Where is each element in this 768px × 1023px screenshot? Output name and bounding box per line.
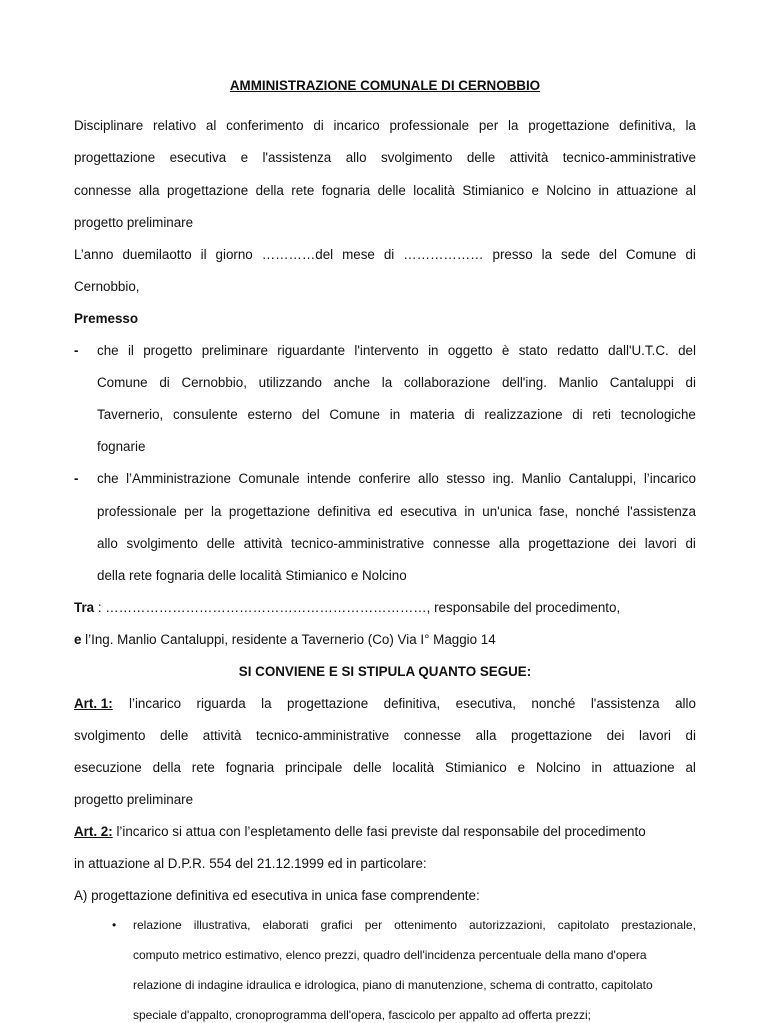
dash-marker: -	[74, 343, 79, 358]
premesso-item-line: della rete fognaria delle località Stimianico e Nolcino	[97, 568, 407, 583]
art1-label: Art. 1:	[74, 696, 113, 711]
point-a: A) progettazione definitiva ed esecutiva in unica fase comprendente:	[74, 888, 480, 903]
intro-line: progettazione esecutiva e l'assistenza allo svolgimento delle attività tecnico-amministrative	[74, 150, 696, 165]
dash-marker: -	[74, 471, 79, 486]
art2-line: in attuazione al D.P.R. 554 del 21.12.1999 ed in particolare:	[74, 856, 427, 871]
art1-line: esecuzione della rete fognaria principale delle località Stimianico e Nolcino in attuazione al	[74, 760, 696, 775]
premesso-item-line: che il progetto preliminare riguardante l'intervento in oggetto è stato redatto dall'U.T.C. del	[97, 343, 696, 358]
document-title: AMMINISTRAZIONE COMUNALE DI CERNOBBIO	[229, 78, 541, 93]
intro-line: connesse alla progettazione della rete fognaria delle località Stimianico e Nolcino in attuazione al	[74, 183, 696, 198]
art1-line: svolgimento delle attività tecnico-amministrative connesse alla progettazione dei lavori di	[74, 728, 696, 743]
art1-line: progetto preliminare	[74, 792, 194, 807]
premesso-item-line: che l’Amministrazione Comunale intende conferire allo stesso ing. Manlio Cantaluppi, l’incarico	[97, 471, 696, 486]
premesso-item-line: Tavernerio, consulente esterno del Comune in materia di realizzazione di reti tecnologiche	[97, 407, 696, 422]
art2-label: Art. 2:	[74, 824, 113, 839]
bullet-line: speciale d'appalto, cronoprogramma dell'opera, fascicolo per appalto ad offerta prezzi;	[133, 1008, 591, 1022]
bullet-marker: •	[112, 918, 117, 932]
e-line	[74, 632, 496, 648]
bullet-line: computo metrico estimativo, elenco prezzi, quadro dell'incidenza percentuale della mano d'opera	[133, 948, 647, 962]
premesso-item-line: Comune di Cernobbio, utilizzando anche la collaborazione dell'ing. Manlio Cantaluppi di	[97, 375, 696, 390]
date-line: Cernobbio,	[74, 279, 140, 294]
tra-text: : ………………………………………………………………, responsabile del procedimento,	[94, 600, 621, 615]
premesso-item-line: professionale per la progettazione definitiva ed esecutiva in un'unica fase, nonché l'assistenza	[97, 504, 696, 519]
date-line: L’anno duemilaotto il giorno …………del mese di ……………… presso la sede del Comune di	[74, 247, 696, 262]
e-text: l’Ing. Manlio Cantaluppi, residente a Tavernerio (Co) Via I° Maggio 14	[81, 632, 496, 647]
intro-line: progetto preliminare	[74, 215, 194, 230]
intro-line: Disciplinare relativo al conferimento di incarico professionale per la progettazione definitiva, la	[74, 118, 696, 133]
art2-line: Art. 2: l’incarico si attua con l’espletamento delle fasi previste dal responsabile del procedimento	[74, 824, 646, 839]
tra-label: Tra	[74, 600, 95, 615]
art1-line: l’incarico riguarda la progettazione definitiva, esecutiva, nonché l'assistenza allo	[129, 696, 696, 711]
e-label: e	[74, 632, 82, 647]
section-heading: SI CONVIENE E SI STIPULA QUANTO SEGUE:	[238, 664, 532, 679]
premesso-item-line: allo svolgimento delle attività tecnico-amministrative connesse alla progettazione dei lavori di	[97, 536, 696, 551]
tra-line	[74, 600, 620, 616]
bullet-line: relazione di indagine idraulica e idrologica, piano di manutenzione, schema di contratto, capitolato	[133, 978, 653, 992]
premesso-heading: Premesso	[74, 311, 139, 326]
premesso-item-line: fognarie	[97, 439, 146, 454]
bullet-line: relazione illustrativa, elaborati grafici per ottenimento autorizzazioni, capitolato prestazionale,	[133, 918, 696, 932]
